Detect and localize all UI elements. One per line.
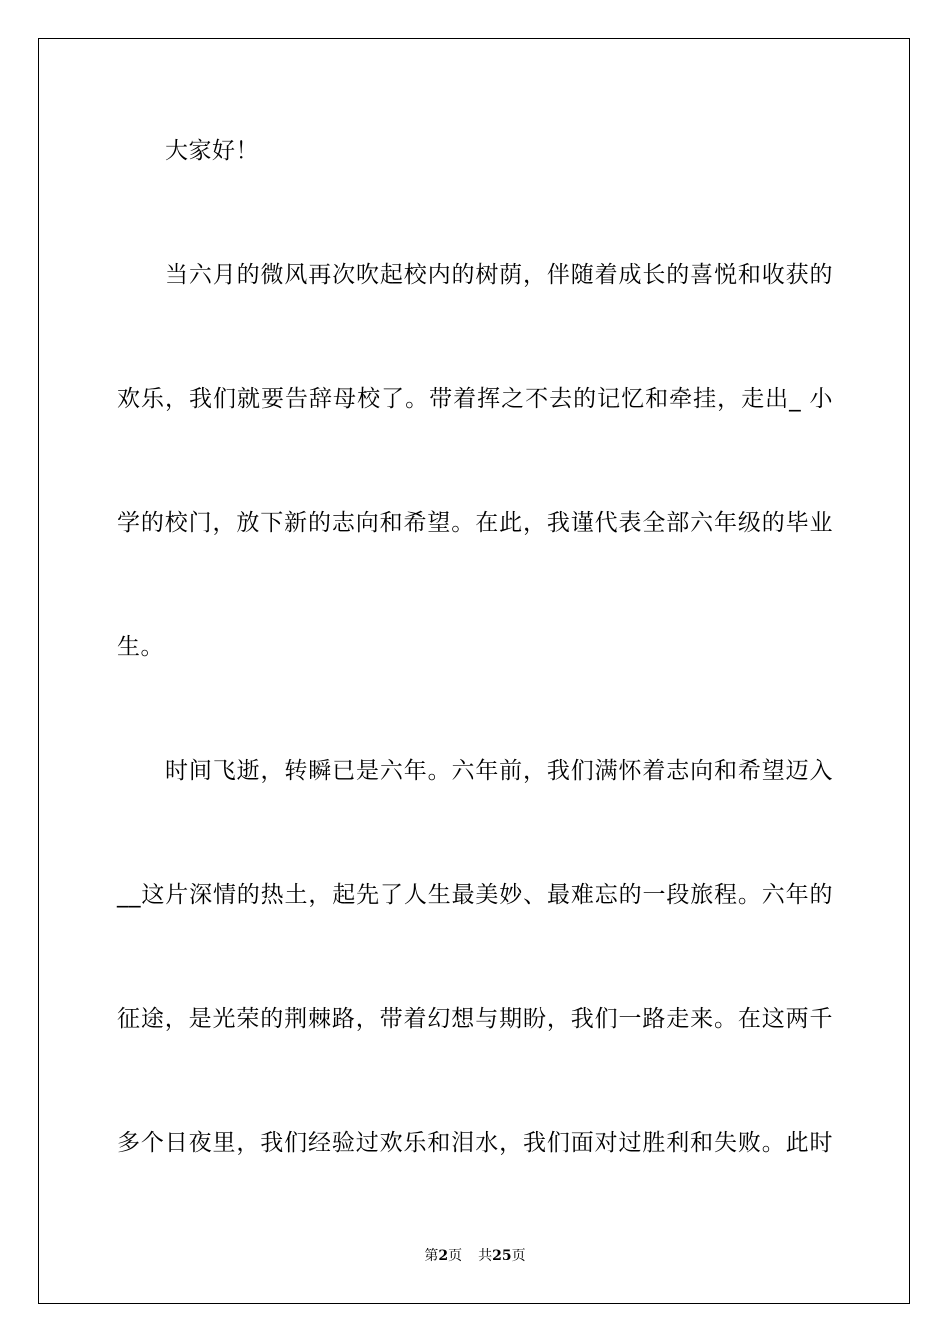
paragraph-2-line-2: __这片深情的热土，起先了人生最美妙、最难忘的一段旅程。六年的 [117,882,833,908]
page-suffix: 页 [448,1248,463,1264]
paragraph-2-line-3: 征途，是光荣的荆棘路，带着幻想与期盼，我们一路走来。在这两千 [117,1006,833,1032]
paragraph-2-line-1: 时间飞逝，转瞬已是六年。六年前，我们满怀着志向和希望迈入 [165,758,833,784]
paragraph-1-line-1: 当六月的微风再次吹起校内的树荫，伴随着成长的喜悦和收获的 [165,262,833,288]
total-pages: 25 [492,1248,512,1264]
total-suffix: 页 [511,1248,526,1264]
greeting-line: 大家好！ [165,138,259,164]
page-prefix: 第 [424,1248,439,1264]
paragraph-2-line-4: 多个日夜里，我们经验过欢乐和泪水，我们面对过胜利和失败。此时 [117,1130,833,1156]
paragraph-1-line-3: 学的校门，放下新的志向和希望。在此，我谨代表全部六年级的毕业 [117,510,833,536]
page-footer [0,1246,950,1266]
total-prefix: 共 [478,1248,493,1264]
page-number: 2 [438,1248,449,1264]
paragraph-1-line-4: 生。 [117,634,164,660]
page-border [38,38,910,1304]
paragraph-1-line-2: 欢乐，我们就要告辞母校了。带着挥之不去的记忆和牵挂，走出_ 小 [117,386,833,412]
